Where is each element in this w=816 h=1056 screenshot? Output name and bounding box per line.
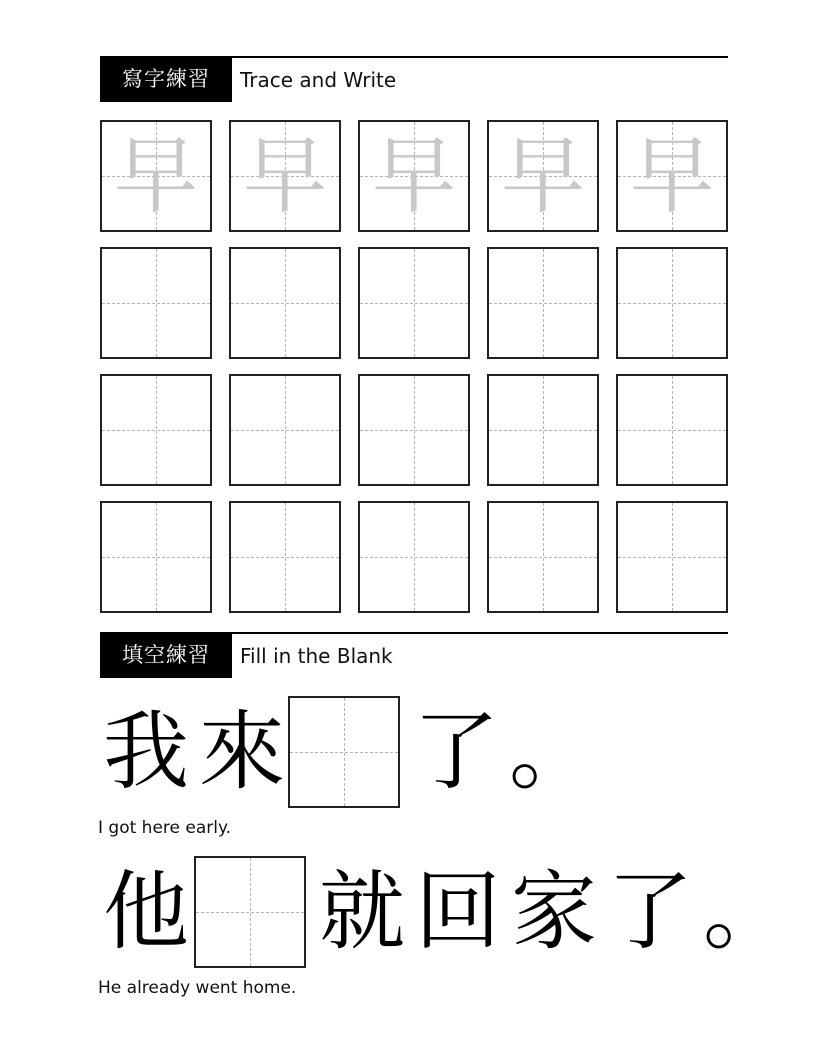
horizontal-guide-line [102, 430, 210, 431]
practice-cell[interactable] [358, 247, 470, 359]
trace-write-title-zh: 寫字練習 [100, 56, 232, 102]
fill-blank-title-zh: 填空練習 [100, 632, 232, 678]
horizontal-guide-line [618, 303, 726, 304]
practice-cell[interactable] [616, 374, 728, 486]
trace-character: 早 [500, 127, 585, 225]
sentence-character: 。 [509, 702, 595, 802]
trace-cell[interactable] [358, 120, 470, 232]
sentence-character: 。 [703, 862, 789, 962]
sentence-1 [98, 696, 595, 808]
sentence-character: 家 [511, 862, 597, 962]
blank-box[interactable] [288, 696, 400, 808]
practice-cell[interactable] [229, 374, 341, 486]
sentence-character: 了 [607, 862, 693, 962]
horizontal-guide-line [231, 303, 339, 304]
horizontal-guide-line [196, 912, 304, 913]
horizontal-guide-line [618, 557, 726, 558]
trace-write-title-en: Trace and Write [240, 68, 397, 92]
sentence-2 [98, 856, 789, 968]
practice-cell[interactable] [100, 247, 212, 359]
sentence-character: 就 [319, 862, 405, 962]
trace-character: 早 [242, 127, 327, 225]
sentence-character: 回 [415, 862, 501, 962]
trace-character: 早 [371, 127, 456, 225]
practice-cell[interactable] [229, 247, 341, 359]
horizontal-guide-line [489, 557, 597, 558]
sentence-character: 我 [103, 702, 189, 802]
practice-cell[interactable] [358, 374, 470, 486]
trace-write-header [100, 56, 728, 102]
horizontal-guide-line [618, 430, 726, 431]
horizontal-guide-line [102, 557, 210, 558]
practice-cell[interactable] [100, 501, 212, 613]
practice-cell[interactable] [616, 501, 728, 613]
sentence-character: 他 [103, 862, 189, 962]
sentence-character: 了 [413, 702, 499, 802]
practice-cell[interactable] [100, 374, 212, 486]
fill-blank-title-en: Fill in the Blank [240, 644, 393, 668]
practice-cell[interactable] [358, 501, 470, 613]
horizontal-guide-line [102, 303, 210, 304]
horizontal-guide-line [489, 430, 597, 431]
sentence-1-translation: I got here early. [98, 818, 232, 838]
trace-cell[interactable] [100, 120, 212, 232]
horizontal-guide-line [489, 303, 597, 304]
trace-character: 早 [113, 127, 198, 225]
horizontal-guide-line [290, 752, 398, 753]
practice-cell[interactable] [616, 247, 728, 359]
trace-cell[interactable] [487, 120, 599, 232]
trace-character: 早 [629, 127, 714, 225]
fill-blank-header [100, 632, 728, 678]
sentence-2-translation: He already went home. [98, 978, 297, 998]
sentence-character: 來 [199, 702, 285, 802]
horizontal-guide-line [360, 557, 468, 558]
practice-cell[interactable] [487, 374, 599, 486]
practice-cell[interactable] [487, 501, 599, 613]
practice-cell[interactable] [487, 247, 599, 359]
horizontal-guide-line [360, 303, 468, 304]
horizontal-guide-line [231, 557, 339, 558]
horizontal-guide-line [231, 430, 339, 431]
trace-cell[interactable] [616, 120, 728, 232]
trace-cell[interactable] [229, 120, 341, 232]
horizontal-guide-line [360, 430, 468, 431]
blank-box[interactable] [194, 856, 306, 968]
practice-cell[interactable] [229, 501, 341, 613]
